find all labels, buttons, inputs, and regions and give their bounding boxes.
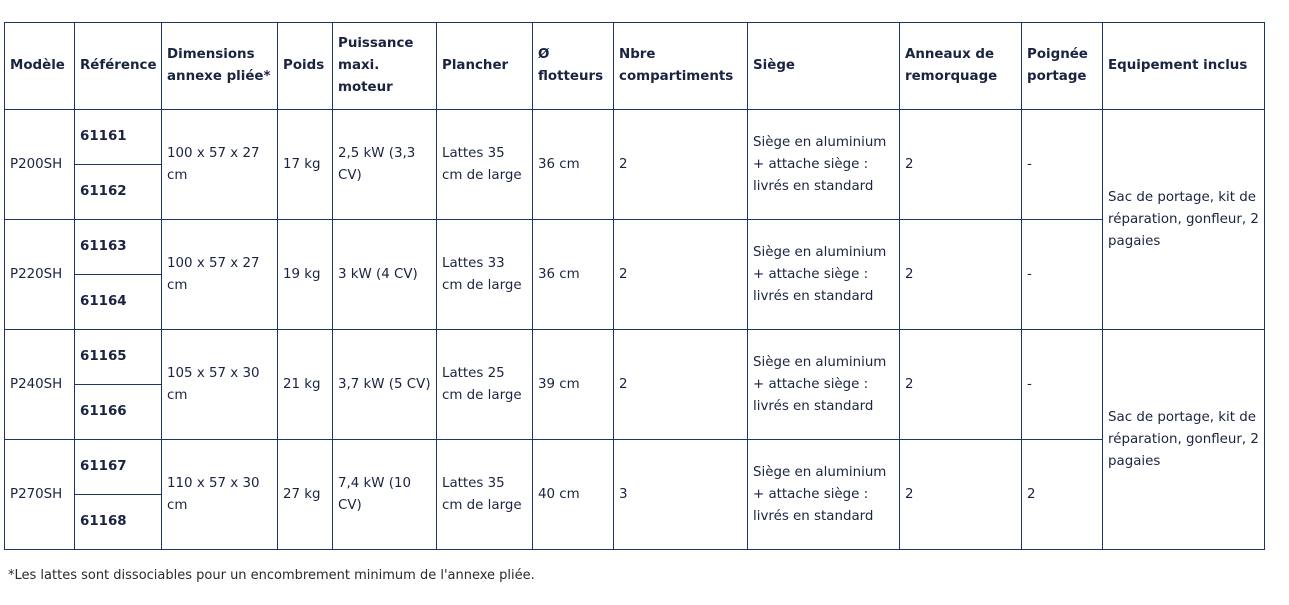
flotteurs-cell: 39 cm — [533, 330, 614, 440]
puissance-cell: 7,4 kW (10 CV) — [333, 440, 437, 550]
model-cell: P200SH — [5, 110, 75, 220]
header-reference: Référence — [75, 23, 162, 110]
header-anneaux: Anneaux de remorquage — [900, 23, 1022, 110]
dimensions-cell: 105 x 57 x 30 cm — [162, 330, 278, 440]
reference-cell: 61162 — [75, 165, 162, 220]
dimensions-cell: 100 x 57 x 27 cm — [162, 220, 278, 330]
puissance-cell: 2,5 kW (3,3 CV) — [333, 110, 437, 220]
plancher-cell: Lattes 35 cm de large — [437, 440, 533, 550]
flotteurs-cell: 36 cm — [533, 110, 614, 220]
plancher-cell: Lattes 35 cm de large — [437, 110, 533, 220]
compartiments-cell: 2 — [614, 110, 748, 220]
anneaux-cell: 2 — [900, 110, 1022, 220]
reference-cell: 61166 — [75, 385, 162, 440]
footnote: *Les lattes sont dissociables pour un encombrement minimum de l'annexe pliée. — [8, 568, 535, 583]
poids-cell: 17 kg — [278, 110, 333, 220]
dimensions-cell: 100 x 57 x 27 cm — [162, 110, 278, 220]
siege-cell: Siège en aluminium + attache siège : livrés en standard — [748, 440, 900, 550]
model-cell: P220SH — [5, 220, 75, 330]
poignee-cell: 2 — [1022, 440, 1103, 550]
flotteurs-cell: 36 cm — [533, 220, 614, 330]
table-row — [5, 220, 1265, 275]
poignee-cell: - — [1022, 110, 1103, 220]
header-poignee: Poignée portage — [1022, 23, 1103, 110]
table-row — [5, 110, 1265, 165]
table-row — [5, 440, 1265, 495]
header-plancher: Plancher — [437, 23, 533, 110]
equipement-cell: Sac de portage, kit de réparation, gonfleur, 2 pagaies — [1103, 330, 1265, 550]
model-cell: P270SH — [5, 440, 75, 550]
plancher-cell: Lattes 33 cm de large — [437, 220, 533, 330]
reference-cell: 61165 — [75, 330, 162, 385]
model-cell: P240SH — [5, 330, 75, 440]
reference-cell: 61167 — [75, 440, 162, 495]
table-row — [5, 330, 1265, 385]
header-row — [5, 23, 1265, 110]
poignee-cell: - — [1022, 330, 1103, 440]
header-dimensions: Dimensions annexe pliée* — [162, 23, 278, 110]
reference-cell: 61168 — [75, 495, 162, 550]
compartiments-cell: 2 — [614, 330, 748, 440]
poids-cell: 27 kg — [278, 440, 333, 550]
compartiments-cell: 2 — [614, 220, 748, 330]
reference-cell: 61161 — [75, 110, 162, 165]
siege-cell: Siège en aluminium + attache siège : livrés en standard — [748, 330, 900, 440]
specs-table — [4, 22, 1265, 550]
anneaux-cell: 2 — [900, 330, 1022, 440]
puissance-cell: 3 kW (4 CV) — [333, 220, 437, 330]
reference-cell: 61164 — [75, 275, 162, 330]
dimensions-cell: 110 x 57 x 30 cm — [162, 440, 278, 550]
siege-cell: Siège en aluminium + attache siège : livrés en standard — [748, 220, 900, 330]
anneaux-cell: 2 — [900, 220, 1022, 330]
header-equipement: Equipement inclus — [1103, 23, 1265, 110]
puissance-cell: 3,7 kW (5 CV) — [333, 330, 437, 440]
header-puissance: Puissance maxi. moteur — [333, 23, 437, 110]
poignee-cell: - — [1022, 220, 1103, 330]
anneaux-cell: 2 — [900, 440, 1022, 550]
header-compartiments: Nbre compartiments — [614, 23, 748, 110]
poids-cell: 21 kg — [278, 330, 333, 440]
header-siege: Siège — [748, 23, 900, 110]
equipement-cell: Sac de portage, kit de réparation, gonfleur, 2 pagaies — [1103, 110, 1265, 330]
compartiments-cell: 3 — [614, 440, 748, 550]
flotteurs-cell: 40 cm — [533, 440, 614, 550]
siege-cell: Siège en aluminium + attache siège : livrés en standard — [748, 110, 900, 220]
plancher-cell: Lattes 25 cm de large — [437, 330, 533, 440]
header-poids: Poids — [278, 23, 333, 110]
header-flotteurs: Ø flotteurs — [533, 23, 614, 110]
header-modele: Modèle — [5, 23, 75, 110]
poids-cell: 19 kg — [278, 220, 333, 330]
reference-cell: 61163 — [75, 220, 162, 275]
